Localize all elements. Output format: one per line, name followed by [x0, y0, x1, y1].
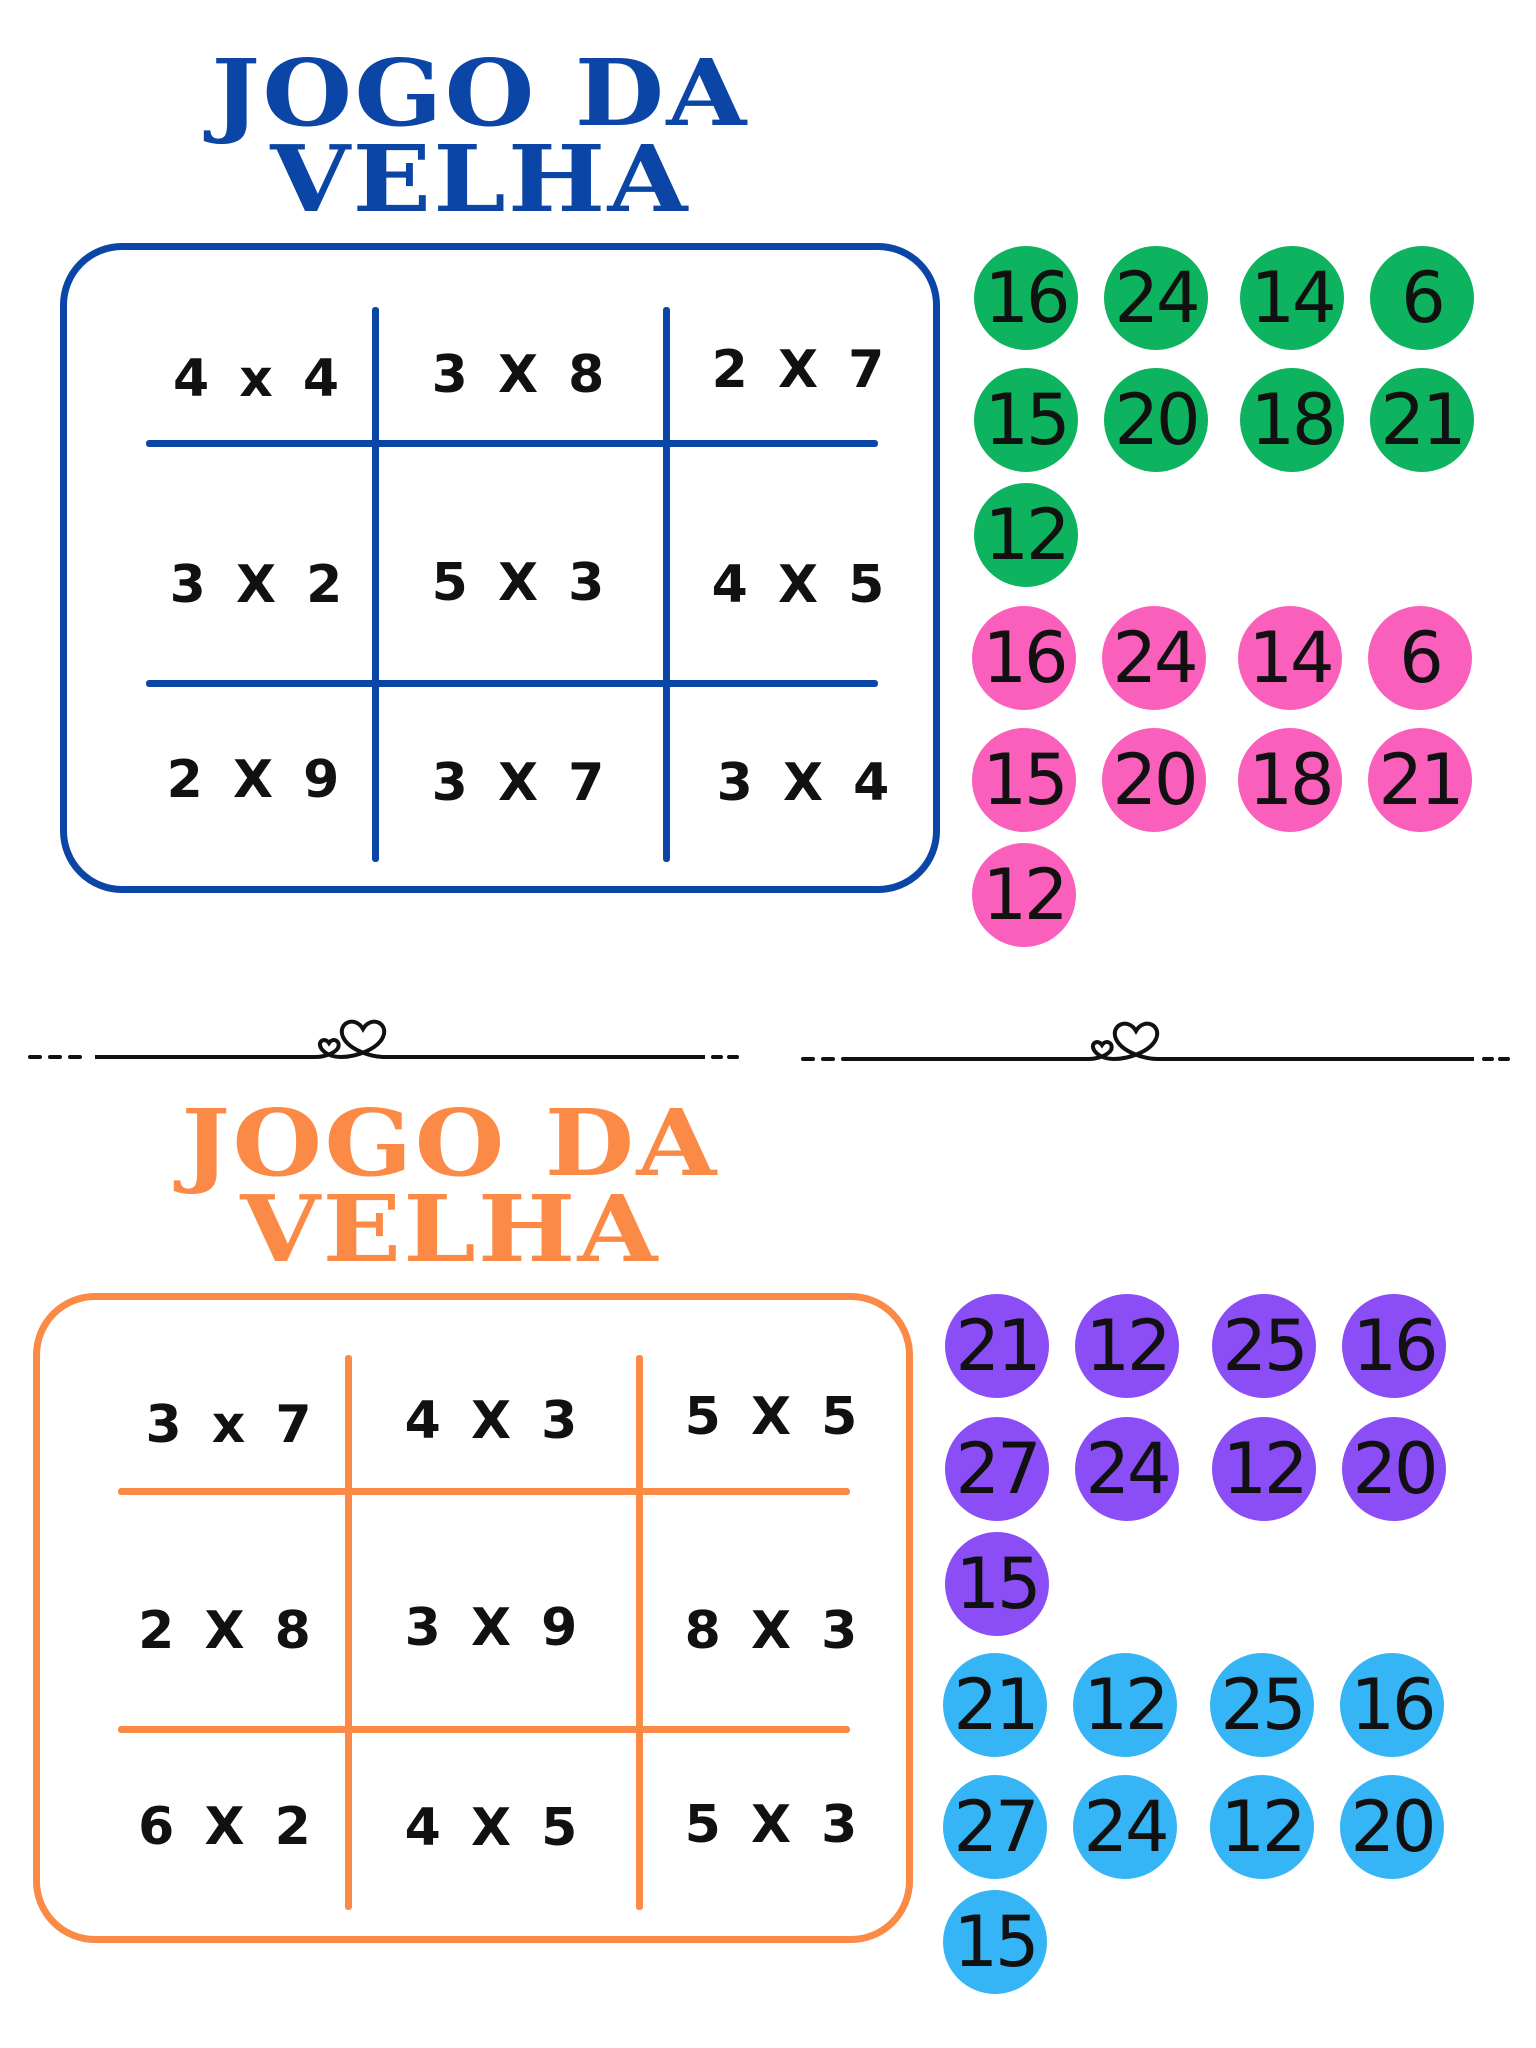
game1-green-chip[interactable]: 15: [974, 368, 1078, 472]
game2-purple-chip[interactable]: 24: [1075, 1417, 1179, 1521]
game2-purple-chip[interactable]: 21: [945, 1294, 1049, 1398]
game1-grid-vline: [663, 307, 670, 862]
game2-blue-chip[interactable]: 12: [1210, 1775, 1314, 1879]
game2-purple-chip[interactable]: 12: [1075, 1294, 1179, 1398]
game2-cell[interactable]: 6 X 2: [138, 1797, 317, 1857]
game1-title: [200, 39, 760, 233]
game1-pink-chip[interactable]: 16: [972, 606, 1076, 710]
game2-grid-vline: [345, 1355, 352, 1910]
game2-purple-chip[interactable]: 15: [945, 1532, 1049, 1636]
game1-grid-vline: [372, 307, 379, 862]
game1-cell[interactable]: 2 X 7: [711, 340, 891, 400]
game1-green-chip[interactable]: 16: [974, 246, 1078, 350]
game2-purple-chip[interactable]: 25: [1212, 1294, 1316, 1398]
game2-grid-hline: [118, 1488, 850, 1495]
game2-blue-chip[interactable]: 25: [1210, 1653, 1314, 1757]
game2-blue-chip[interactable]: 21: [943, 1653, 1047, 1757]
game1-title-line1: JOGO DA: [211, 39, 749, 147]
game1-cell[interactable]: 4 X 5: [711, 555, 891, 615]
game1-green-chip[interactable]: 20: [1104, 368, 1208, 472]
game1-green-chip[interactable]: 24: [1104, 246, 1208, 350]
game1-title-line2: VELHA: [270, 125, 690, 233]
game1-pink-chip[interactable]: 12: [972, 843, 1076, 947]
game1-green-chip[interactable]: 6: [1370, 246, 1474, 350]
game1-cell[interactable]: 5 X 3: [431, 553, 611, 613]
game1-green-chip[interactable]: 21: [1370, 368, 1474, 472]
game1-grid-hline: [146, 680, 878, 687]
game1-cell[interactable]: 3 X 7: [431, 753, 611, 813]
game2-grid-hline: [118, 1726, 850, 1733]
divider-right: [798, 997, 1518, 1067]
game2-purple-chip[interactable]: 20: [1342, 1417, 1446, 1521]
game1-green-chip[interactable]: 12: [974, 483, 1078, 587]
game2-title-line2: VELHA: [240, 1175, 660, 1283]
game1-cell[interactable]: 4 x 4: [172, 349, 346, 409]
game2-title: [170, 1089, 730, 1283]
game1-cell[interactable]: 3 X 4: [716, 753, 896, 813]
game1-pink-chip[interactable]: 24: [1102, 606, 1206, 710]
game2-cell[interactable]: 4 X 5: [404, 1798, 584, 1858]
game2-blue-chip[interactable]: 24: [1073, 1775, 1177, 1879]
game1-pink-chip[interactable]: 18: [1238, 728, 1342, 832]
game2-cell[interactable]: 2 X 8: [138, 1601, 317, 1661]
game2-grid-vline: [636, 1355, 643, 1910]
game1-pink-chip[interactable]: 21: [1368, 728, 1472, 832]
game1-cell[interactable]: 3 X 2: [169, 555, 349, 615]
game1-green-chip[interactable]: 14: [1240, 246, 1344, 350]
hearts-icon: [1088, 1024, 1158, 1059]
game2-purple-chip[interactable]: 27: [945, 1417, 1049, 1521]
divider-left: [25, 995, 745, 1065]
game1-cell[interactable]: 3 X 8: [431, 345, 611, 405]
game1-pink-chip[interactable]: 6: [1368, 606, 1472, 710]
game1-pink-chip[interactable]: 15: [972, 728, 1076, 832]
game2-cell[interactable]: 3 X 9: [404, 1598, 584, 1658]
game1-grid-hline: [146, 440, 878, 447]
game2-cell[interactable]: 5 X 5: [684, 1387, 864, 1447]
game2-blue-chip[interactable]: 20: [1340, 1775, 1444, 1879]
game2-cell[interactable]: 8 X 3: [684, 1601, 864, 1661]
game1-pink-chip[interactable]: 14: [1238, 606, 1342, 710]
game1-pink-chip[interactable]: 20: [1102, 728, 1206, 832]
game2-cell[interactable]: 5 X 3: [684, 1795, 864, 1855]
hearts-icon: [315, 1022, 385, 1057]
game2-cell[interactable]: 4 X 3: [404, 1391, 584, 1451]
game2-cell[interactable]: 3 x 7: [145, 1395, 318, 1455]
game2-blue-chip[interactable]: 15: [943, 1890, 1047, 1994]
game1-green-chip[interactable]: 18: [1240, 368, 1344, 472]
game2-title-line1: JOGO DA: [181, 1089, 719, 1197]
game1-cell[interactable]: 2 X 9: [166, 750, 346, 810]
game2-purple-chip[interactable]: 12: [1212, 1417, 1316, 1521]
game2-blue-chip[interactable]: 12: [1073, 1653, 1177, 1757]
game2-blue-chip[interactable]: 27: [943, 1775, 1047, 1879]
game2-blue-chip[interactable]: 16: [1340, 1653, 1444, 1757]
game2-purple-chip[interactable]: 16: [1342, 1294, 1446, 1398]
